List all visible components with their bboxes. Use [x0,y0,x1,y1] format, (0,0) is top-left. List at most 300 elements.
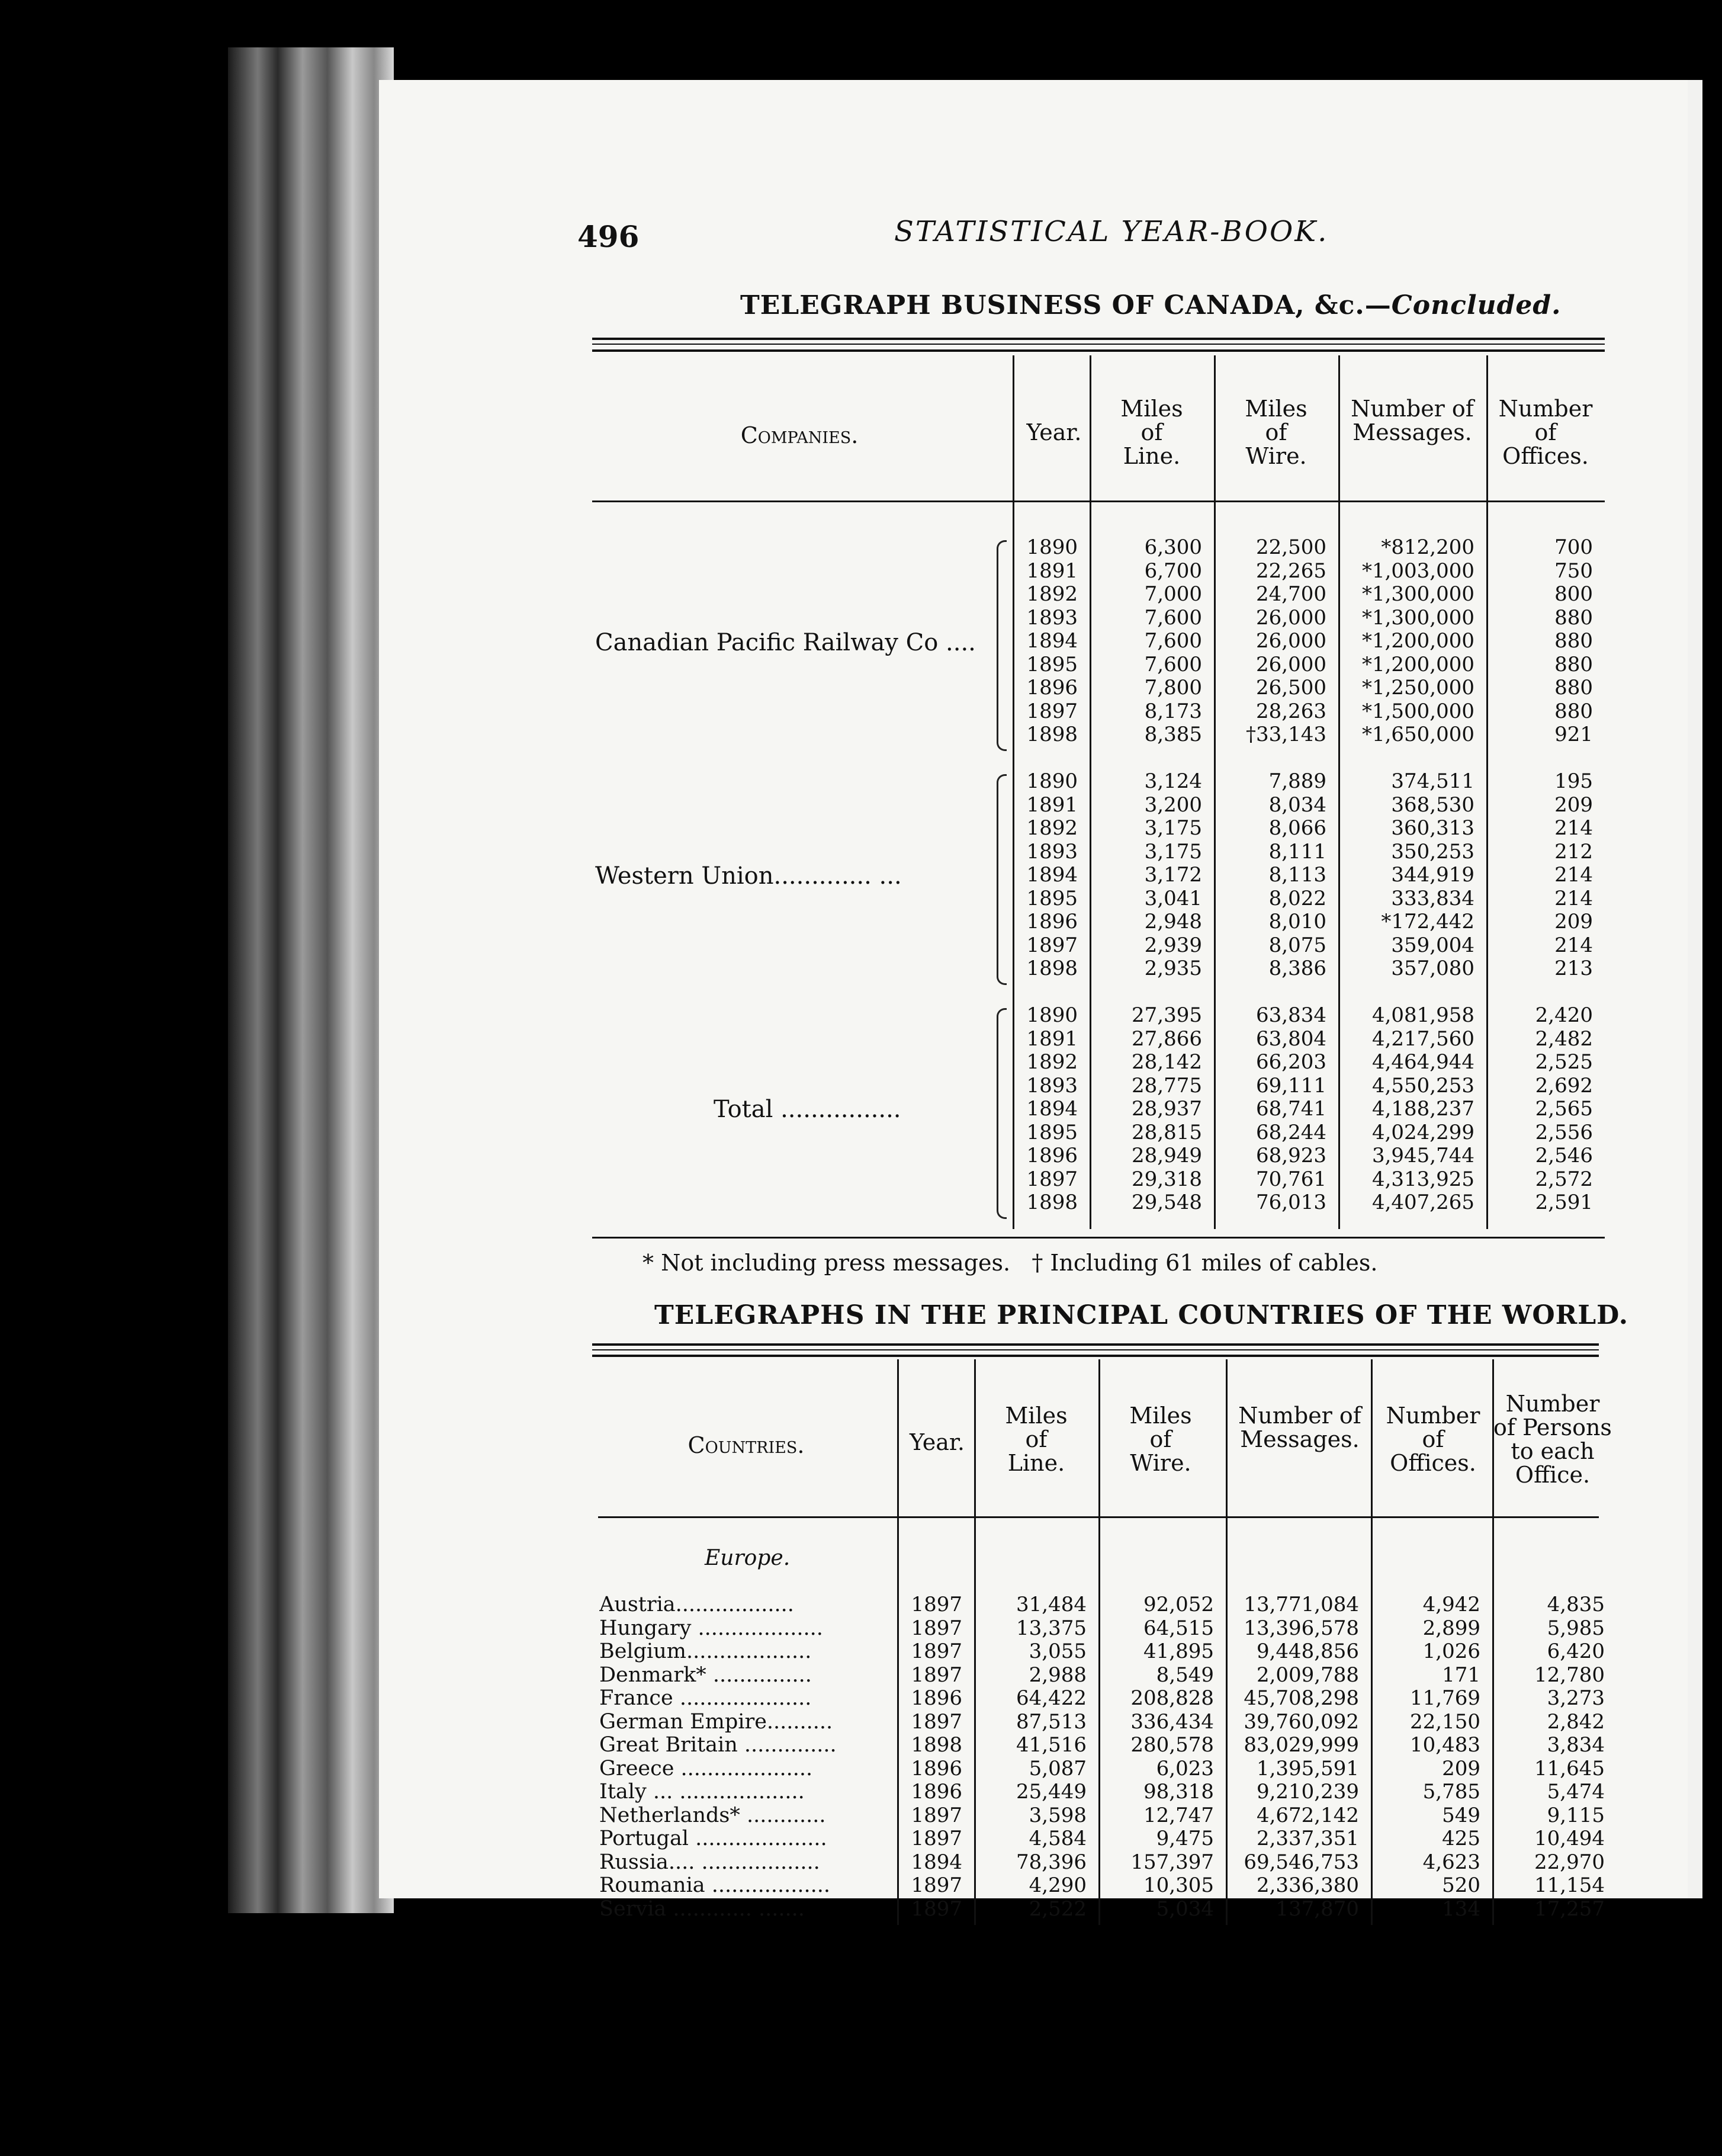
cell: 5,985 [1547,1616,1605,1640]
cell: 28,775 [1132,1073,1202,1098]
cell: 374,511 [1391,769,1474,793]
cell: 880 [1554,699,1593,723]
cell: 8,034 [1268,793,1326,817]
cell: 6,023 [1156,1756,1214,1780]
book-page-edges [228,47,394,1913]
cell: *172,442 [1381,910,1474,933]
cell: 3,041 [1144,886,1202,910]
cell: 1,026 [1422,1640,1480,1663]
cell: 3,055 [1029,1640,1087,1663]
offices-col [1492,1004,1593,1215]
cell: 1891 [1026,559,1078,583]
cell: 4,942 [1422,1593,1480,1616]
cell: 4,623 [1422,1850,1480,1874]
cell: 3,945,744 [1371,1144,1474,1167]
cell: 6,700 [1144,559,1202,583]
cell: 8,111 [1268,839,1326,864]
cell: 41,516 [1016,1733,1087,1757]
cell: 28,937 [1132,1097,1202,1121]
header-year: Year. [910,1429,965,1455]
cell: 70,761 [1256,1167,1326,1191]
cell: Roumania .................. [599,1873,831,1897]
cell: 28,263 [1256,699,1326,723]
cell: 28,949 [1132,1144,1202,1167]
offices-col [1380,1593,1480,1921]
cell: 2,009,788 [1256,1663,1359,1687]
cell: 4,584 [1029,1827,1087,1850]
cell: 5,785 [1422,1780,1480,1804]
cell: 214 [1554,863,1593,887]
cell: Netherlands* ............ [599,1803,826,1827]
cell: 1890 [1026,535,1078,559]
cell: 2,692 [1535,1073,1593,1098]
cell: 7,800 [1144,676,1202,700]
cell: 1892 [1026,816,1078,840]
cell: 3,175 [1144,816,1202,840]
cell: 68,244 [1256,1120,1326,1144]
header-miles-of-line: Miles of Line. [1005,1403,1068,1476]
cell: 8,385 [1144,723,1202,746]
cell: 4,081,958 [1371,1003,1474,1027]
cell: 3,834 [1547,1733,1605,1757]
cell: 213 [1554,957,1593,980]
header-miles-of-wire: Miles of Wire. [1245,396,1307,469]
year-col [903,1593,962,1921]
cell: 134 [1442,1897,1480,1921]
cell: 10,483 [1410,1733,1480,1757]
cell: 13,396,578 [1244,1616,1359,1640]
cell: 1897 [911,1593,962,1616]
line-col [983,1593,1087,1921]
page-number: 496 [577,219,640,254]
cell: †33,143 [1246,723,1326,746]
cell: 344,919 [1391,863,1474,887]
cell: 549 [1442,1803,1480,1827]
cell: 1897 [911,1827,962,1850]
cell: 92,052 [1143,1593,1214,1616]
cell: 2,482 [1535,1026,1593,1051]
cell: 41,895 [1143,1640,1214,1663]
cell: Greece .................... [599,1756,813,1780]
cell: 26,500 [1256,676,1326,700]
cell: Russia.... .................. [599,1850,820,1874]
year-col [1019,536,1078,747]
cell: 3,273 [1547,1686,1605,1710]
cell: 1893 [1026,1073,1078,1098]
cell: 22,265 [1256,559,1326,583]
cell: 359,004 [1391,933,1474,957]
column-rule [1214,355,1216,1229]
cell: 9,115 [1547,1803,1605,1827]
wire-col [1220,536,1326,747]
cell: 12,747 [1143,1803,1214,1827]
cell: 2,525 [1535,1050,1593,1074]
messages-col [1235,1593,1359,1921]
cell: *1,200,000 [1361,652,1474,676]
cell: 4,188,237 [1371,1097,1474,1121]
cell: 1898 [1026,957,1078,980]
cell: 209 [1442,1756,1480,1780]
line-col [1101,1004,1202,1215]
cell: 520 [1442,1873,1480,1897]
cell: 1897 [911,1873,962,1897]
cell: 336,434 [1130,1709,1214,1734]
cell: 2,939 [1144,933,1202,957]
cell: 3,598 [1029,1803,1087,1827]
facing-page-edge [1688,80,1702,1898]
cell: 78,396 [1016,1850,1087,1874]
cell: 3,200 [1144,793,1202,817]
column-rule [1486,355,1488,1229]
cell: 11,769 [1410,1686,1480,1710]
cell: 1894 [1026,863,1078,887]
cell: 13,771,084 [1244,1593,1359,1616]
header-companies: Companies. [740,422,859,448]
cell: 357,080 [1391,957,1474,980]
cell: 8,386 [1268,957,1326,980]
year-col [1019,770,1078,981]
cell: 8,022 [1268,886,1326,910]
header-number-of-offices: Number of Offices. [1386,1403,1480,1476]
cell: 2,988 [1029,1663,1087,1687]
cell: 209 [1554,793,1593,817]
column-rule [1013,355,1014,1229]
cell: 63,804 [1256,1026,1326,1051]
cell: 1895 [1026,886,1078,910]
cell: 22,500 [1256,535,1326,559]
cell: 2,546 [1535,1144,1593,1167]
cell: Austria.................. [599,1593,794,1616]
cell: Servia ............ ....... [599,1897,805,1921]
cell: 8,010 [1268,910,1326,933]
cell: 64,515 [1143,1616,1214,1640]
cell: 29,318 [1132,1167,1202,1191]
cell: 2,572 [1535,1167,1593,1191]
wire-col [1220,770,1326,981]
cell: 2,337,351 [1256,1827,1359,1850]
cell: 1893 [1026,605,1078,630]
cell: 68,741 [1256,1097,1326,1121]
brace [997,1008,1007,1219]
cell: 10,494 [1534,1827,1605,1850]
cell: 4,290 [1029,1873,1087,1897]
cell: 26,000 [1256,605,1326,630]
offices-col [1492,536,1593,747]
cell: 1898 [911,1733,962,1757]
cell: 700 [1554,535,1593,559]
header-persons-per-office: Number of Persons to each Office. [1493,1391,1612,1488]
cell: 69,546,753 [1244,1850,1359,1874]
cell: 83,029,999 [1244,1733,1359,1757]
section-europe: Europe. [705,1546,791,1570]
cell: 28,815 [1132,1120,1202,1144]
cell: 209 [1554,910,1593,933]
cell: 1895 [1026,652,1078,676]
cell: 1896 [911,1756,962,1780]
cell: 880 [1554,605,1593,630]
country-col [599,1593,895,1921]
rule [592,1355,1599,1357]
cell: 1897 [911,1709,962,1734]
cell: 24,700 [1256,582,1326,606]
cell: 4,835 [1547,1593,1605,1616]
header-countries: Countries. [687,1432,805,1458]
cell: 5,474 [1547,1780,1605,1804]
cell: 63,834 [1256,1003,1326,1027]
cell: 137,870 [1276,1897,1359,1921]
cell: 64,422 [1016,1686,1087,1710]
cell: Great Britain .............. [599,1733,837,1757]
cell: 2,336,380 [1256,1873,1359,1897]
cell: 5,034 [1156,1897,1214,1921]
cell: 27,395 [1132,1003,1202,1027]
company-total: Total ................ [714,1096,901,1123]
cell: Belgium................... [599,1640,812,1663]
cell: 2,842 [1547,1709,1605,1734]
column-rule [1098,1359,1100,1925]
cell: 8,066 [1268,816,1326,840]
cell: 1898 [1026,723,1078,746]
cell: 171 [1442,1663,1480,1687]
cell: 1897 [1026,933,1078,957]
brace [997,774,1007,985]
cell: 39,760,092 [1244,1709,1359,1734]
cell: 45,708,298 [1244,1686,1359,1710]
cell: 2,935 [1144,957,1202,980]
cell: 1897 [1026,1167,1078,1191]
cell: 1896 [911,1686,962,1710]
cell: 1892 [1026,582,1078,606]
header-number-of-messages: Number of Messages. [1238,1403,1361,1452]
cell: 1891 [1026,793,1078,817]
cell: 22,150 [1410,1709,1480,1734]
cell: Hungary ................... [599,1616,823,1640]
line-col [1101,770,1202,981]
header-number-of-offices: Number of Offices. [1498,396,1593,469]
cell: France .................... [599,1686,812,1710]
column-rule [1226,1359,1228,1925]
cell: 425 [1442,1827,1480,1850]
cell: 1894 [1026,1097,1078,1121]
cell: 31,484 [1016,1593,1087,1616]
cell: 360,313 [1391,816,1474,840]
cell: Portugal .................... [599,1827,827,1850]
rule [592,500,1605,502]
cell: 214 [1554,886,1593,910]
cell: 333,834 [1391,886,1474,910]
running-head: STATISTICAL YEAR-BOOK. [894,215,1329,248]
cell: 2,591 [1535,1191,1593,1214]
rule [592,338,1605,340]
cell: 76,013 [1256,1191,1326,1214]
cell: 1897 [911,1663,962,1687]
cell: 1894 [1026,629,1078,653]
cell: *812,200 [1381,535,1474,559]
cell: 13,375 [1016,1616,1087,1640]
cell: 214 [1554,816,1593,840]
cell: 68,923 [1256,1144,1326,1167]
cell: 4,407,265 [1371,1191,1474,1214]
year-col [1019,1004,1078,1215]
rule [592,344,1605,345]
cell: 4,672,142 [1256,1803,1359,1827]
table2-title: TELEGRAPHS IN THE PRINCIPAL COUNTRIES OF THE WORLD. [654,1300,1629,1330]
cell: 195 [1554,769,1593,793]
cell: 1890 [1026,1003,1078,1027]
messages-col [1344,536,1474,747]
cell: 1896 [1026,676,1078,700]
cell: 1895 [1026,1120,1078,1144]
cell: 1896 [1026,910,1078,933]
cell: 880 [1554,652,1593,676]
brace [997,540,1007,751]
cell: *1,300,000 [1361,605,1474,630]
cell: 11,154 [1534,1873,1605,1897]
cell: *1,003,000 [1361,559,1474,583]
cell: *1,650,000 [1361,723,1474,746]
cell: 9,448,856 [1256,1640,1359,1663]
column-rule [1090,355,1091,1229]
cell: 1,395,591 [1256,1756,1359,1780]
header-number-of-messages: Number of Messages. [1351,396,1474,445]
cell: 1897 [911,1897,962,1921]
cell: German Empire.......... [599,1709,833,1734]
cell: 1897 [911,1803,962,1827]
cell: 25,449 [1016,1780,1087,1804]
cell: 7,000 [1144,582,1202,606]
cell: 4,024,299 [1371,1120,1474,1144]
cell: 800 [1554,582,1593,606]
company-western-union: Western Union............. ... [595,862,902,890]
cell: 1891 [1026,1026,1078,1051]
cell: 22,970 [1534,1850,1605,1874]
cell: 29,548 [1132,1191,1202,1214]
cell: 280,578 [1130,1733,1214,1757]
header-miles-of-wire: Miles of Wire. [1129,1403,1192,1476]
cell: 1894 [911,1850,962,1874]
rule [592,1343,1599,1346]
cell: 9,475 [1156,1827,1214,1850]
cell: 4,464,944 [1371,1050,1474,1074]
header-miles-of-line: Miles of Line. [1120,396,1183,469]
header-year: Year. [1026,419,1082,445]
cell: 7,600 [1144,605,1202,630]
cell: 7,600 [1144,652,1202,676]
cell: 208,828 [1130,1686,1214,1710]
wire-col [1220,1004,1326,1215]
cell: 8,549 [1156,1663,1214,1687]
cell: 1897 [1026,699,1078,723]
cell: 1896 [1026,1144,1078,1167]
cell: 7,600 [1144,629,1202,653]
rule [592,1237,1605,1239]
cell: 1893 [1026,839,1078,864]
cell: 1897 [911,1616,962,1640]
cell: 28,142 [1132,1050,1202,1074]
line-col [1101,536,1202,747]
column-rule [974,1359,976,1925]
column-rule [1371,1359,1373,1925]
cell: 1898 [1026,1191,1078,1214]
cell: 214 [1554,933,1593,957]
cell: 8,113 [1268,863,1326,887]
cell: 6,300 [1144,535,1202,559]
cell: 6,420 [1547,1640,1605,1663]
cell: 368,530 [1391,793,1474,817]
cell: 1892 [1026,1050,1078,1074]
cell: 3,175 [1144,839,1202,864]
cell: 3,124 [1144,769,1202,793]
column-rule [1338,355,1340,1229]
messages-col [1344,770,1474,981]
company-cpr: Canadian Pacific Railway Co .... [595,629,976,656]
footnote: * Not including press messages. † Including 61 miles of cables. [642,1250,1378,1276]
cell: 4,313,925 [1371,1167,1474,1191]
cell: 2,522 [1029,1897,1087,1921]
cell: 1896 [911,1780,962,1804]
cell: 350,253 [1391,839,1474,864]
cell: 3,172 [1144,863,1202,887]
cell: 69,111 [1256,1073,1326,1098]
cell: 9,210,239 [1256,1780,1359,1804]
cell: 2,420 [1535,1003,1593,1027]
persons-col [1501,1593,1605,1921]
cell: 5,087 [1029,1756,1087,1780]
cell: 98,318 [1143,1780,1214,1804]
cell: 2,565 [1535,1097,1593,1121]
cell: 1890 [1026,769,1078,793]
cell: 750 [1554,559,1593,583]
rule [592,1349,1599,1350]
cell: 26,000 [1256,629,1326,653]
cell: 27,866 [1132,1026,1202,1051]
cell: 87,513 [1016,1709,1087,1734]
cell: 17,257 [1534,1897,1605,1921]
cell: 1897 [911,1640,962,1663]
cell: *1,250,000 [1361,676,1474,700]
cell: 880 [1554,629,1593,653]
wire-col [1107,1593,1214,1921]
cell: *1,200,000 [1361,629,1474,653]
messages-col [1344,1004,1474,1215]
cell: Denmark* ............... [599,1663,812,1687]
table1-title: TELEGRAPH BUSINESS OF CANADA, &c.—Concluded. [740,290,1562,320]
cell: 10,305 [1143,1873,1214,1897]
column-rule [897,1359,899,1925]
cell: 26,000 [1256,652,1326,676]
cell: 7,889 [1268,769,1326,793]
cell: 921 [1554,723,1593,746]
cell: 2,948 [1144,910,1202,933]
cell: 4,217,560 [1371,1026,1474,1051]
cell: *1,500,000 [1361,699,1474,723]
cell: 2,556 [1535,1120,1593,1144]
cell: 66,203 [1256,1050,1326,1074]
cell: Italy ... ................... [599,1780,805,1804]
cell: 2,899 [1422,1616,1480,1640]
cell: 157,397 [1130,1850,1214,1874]
offices-col [1492,770,1593,981]
cell: 4,550,253 [1371,1073,1474,1098]
rule [592,349,1605,352]
cell: 8,173 [1144,699,1202,723]
cell: 880 [1554,676,1593,700]
cell: *1,300,000 [1361,582,1474,606]
cell: 12,780 [1534,1663,1605,1687]
cell: 212 [1554,839,1593,864]
cell: 8,075 [1268,933,1326,957]
cell: 11,645 [1534,1756,1605,1780]
